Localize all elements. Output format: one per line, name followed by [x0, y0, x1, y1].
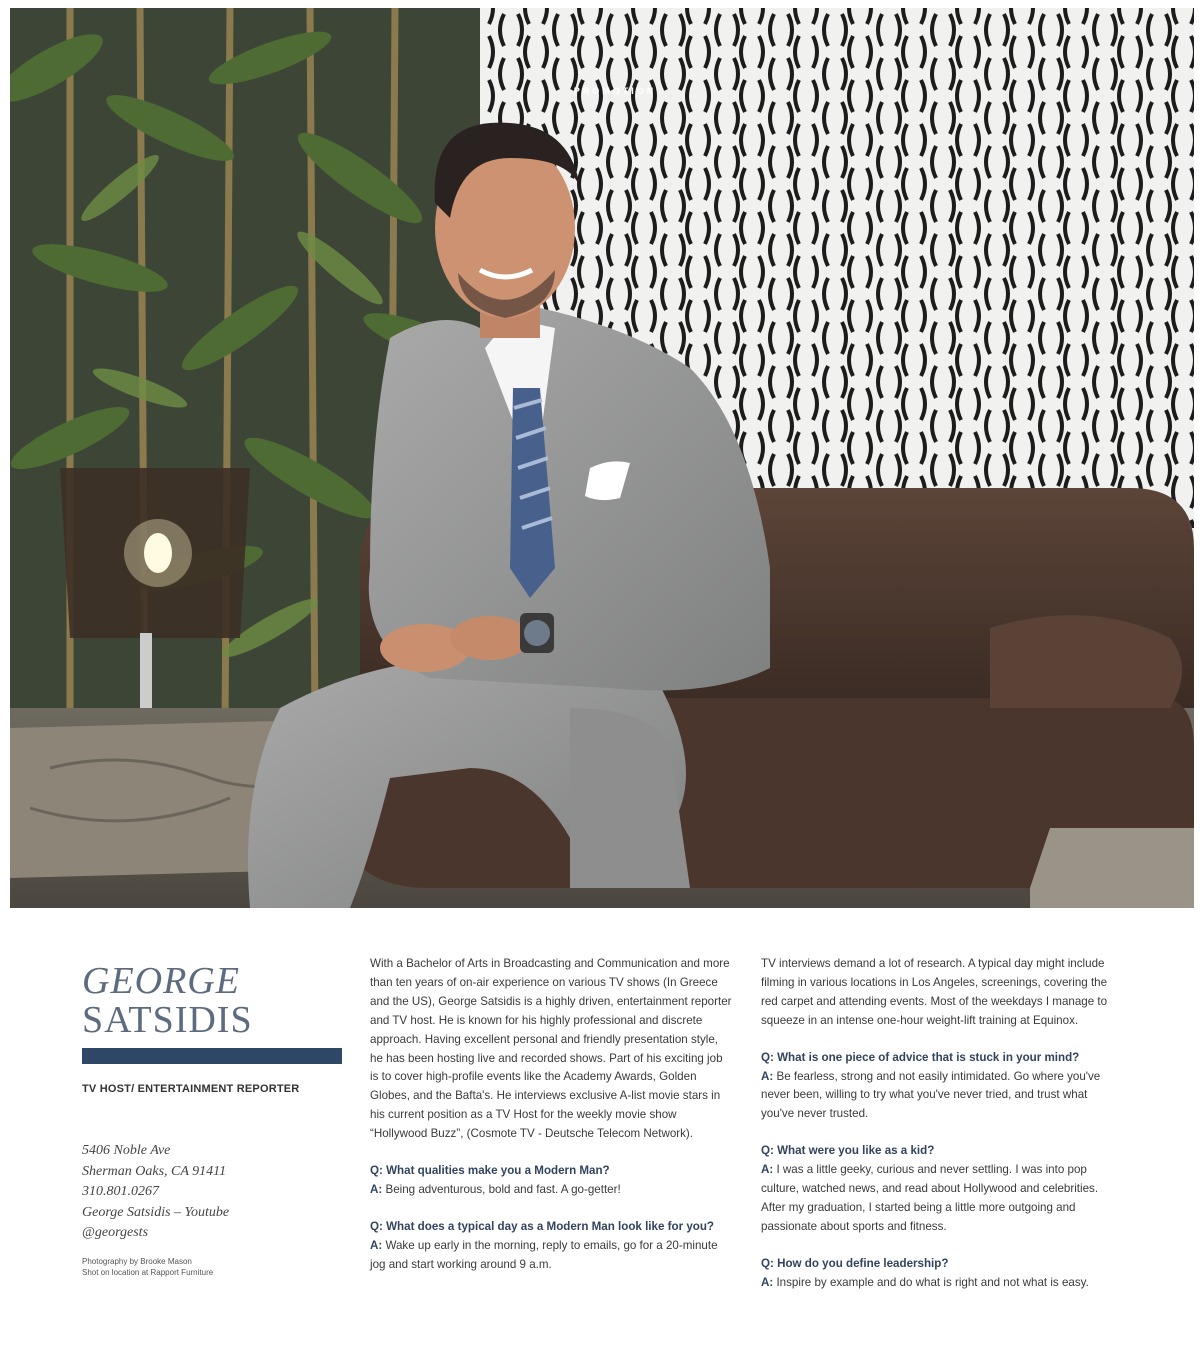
intro-paragraph: With a Bachelor of Arts in Broadcasting and Communication and more than ten years of on-air experience on various TV shows (In Greece and the US), George Satsidis is a highly driven, entertainment reporter and TV host. He is known for his highly professional and discrete approach. Having excellent personal and friendly presentation style, he has been hosting live and recorded shows. Part of his exciting job is to cover high-profile events like the Academy Awards, Golden Globes, and the Bafta's. He interviews exclusive A-list movie stars in his current position as a TV Host for the weekly movie show “Hollywood Buzz”, (Cosmote TV - Deutsche Telecom Network).	[370, 957, 732, 1141]
answer-text: Being adventurous, bold and fast. A go-getter!	[382, 1182, 621, 1196]
answer-label: A:	[370, 1182, 383, 1196]
answer-continuation: TV interviews demand a lot of research. A typical day might include filming in various locations in Los Angeles, screenings, covering the red carpet and attending events. Most of the weekdays I manage to squeeze in an intense one-hour weight-lift training at Equinox.	[761, 957, 1108, 1027]
qa-item	[761, 1142, 1123, 1237]
question-text: Q: What is one piece of advice that is stuck in your mind?	[761, 1050, 1080, 1064]
answer-label: A:	[370, 1238, 383, 1252]
answer-text: Be fearless, strong and not easily intimidated. Go where you've never been, willing to try what you've never tried, and trust what you've never trusted.	[761, 1069, 1101, 1121]
question-text: Q: What does a typical day as a Modern Man look like for you?	[370, 1219, 715, 1233]
credit-location: Shot on location at Rapport Furniture	[82, 1268, 214, 1277]
phone-number: 310.801.0267	[82, 1184, 159, 1199]
qa-item	[370, 1218, 732, 1275]
social-handle[interactable]: @georgests	[82, 1225, 149, 1240]
qa-item	[761, 1049, 1123, 1125]
question-text: Q: How do you define leadership?	[761, 1256, 949, 1270]
role-title: TV HOST/ ENTERTAINMENT REPORTER	[82, 1083, 300, 1095]
question-text: Q: What qualities make you a Modern Man?	[370, 1164, 610, 1178]
answer-label: A:	[761, 1163, 774, 1177]
hero-photo	[10, 8, 1194, 908]
contact-block	[82, 1141, 229, 1244]
answer-label: A:	[761, 1069, 774, 1083]
answer-text-part-1: Wake up early in the morning, reply to emails, go for a 20-minute jog and start working around 9 a.m.	[370, 1238, 718, 1271]
name-first: GEORGE	[82, 960, 240, 1002]
promotion-label: PROMOTION	[573, 86, 657, 96]
qa-item	[761, 1255, 1123, 1293]
photo-credits	[82, 1256, 213, 1278]
answer-text: I was a little geeky, curious and never settling. I was into pop culture, watched news, and read about Hollywood and celebrities. After my graduation, I started being a little more outgoing and passionate about sports and fitness.	[761, 1163, 1099, 1233]
address-line-1: 5406 Noble Ave	[82, 1143, 171, 1158]
credit-photographer: Photography by Brooke Mason	[82, 1257, 192, 1266]
address-line-2: Sherman Oaks, CA 91411	[82, 1163, 227, 1179]
name-last: SATSIDIS	[82, 999, 253, 1041]
question-text: Q: What were you like as a kid?	[761, 1144, 935, 1158]
answer-label: A:	[761, 1275, 774, 1289]
portrait-illustration	[10, 8, 1194, 908]
answer-text: Inspire by example and do what is right and not what is easy.	[773, 1275, 1089, 1289]
qa-item	[370, 1162, 732, 1200]
youtube-link[interactable]: George Satsidis – Youtube	[82, 1204, 230, 1220]
article-column-2	[370, 955, 732, 1275]
article-column-3	[761, 955, 1123, 1293]
accent-rule	[82, 1048, 342, 1064]
